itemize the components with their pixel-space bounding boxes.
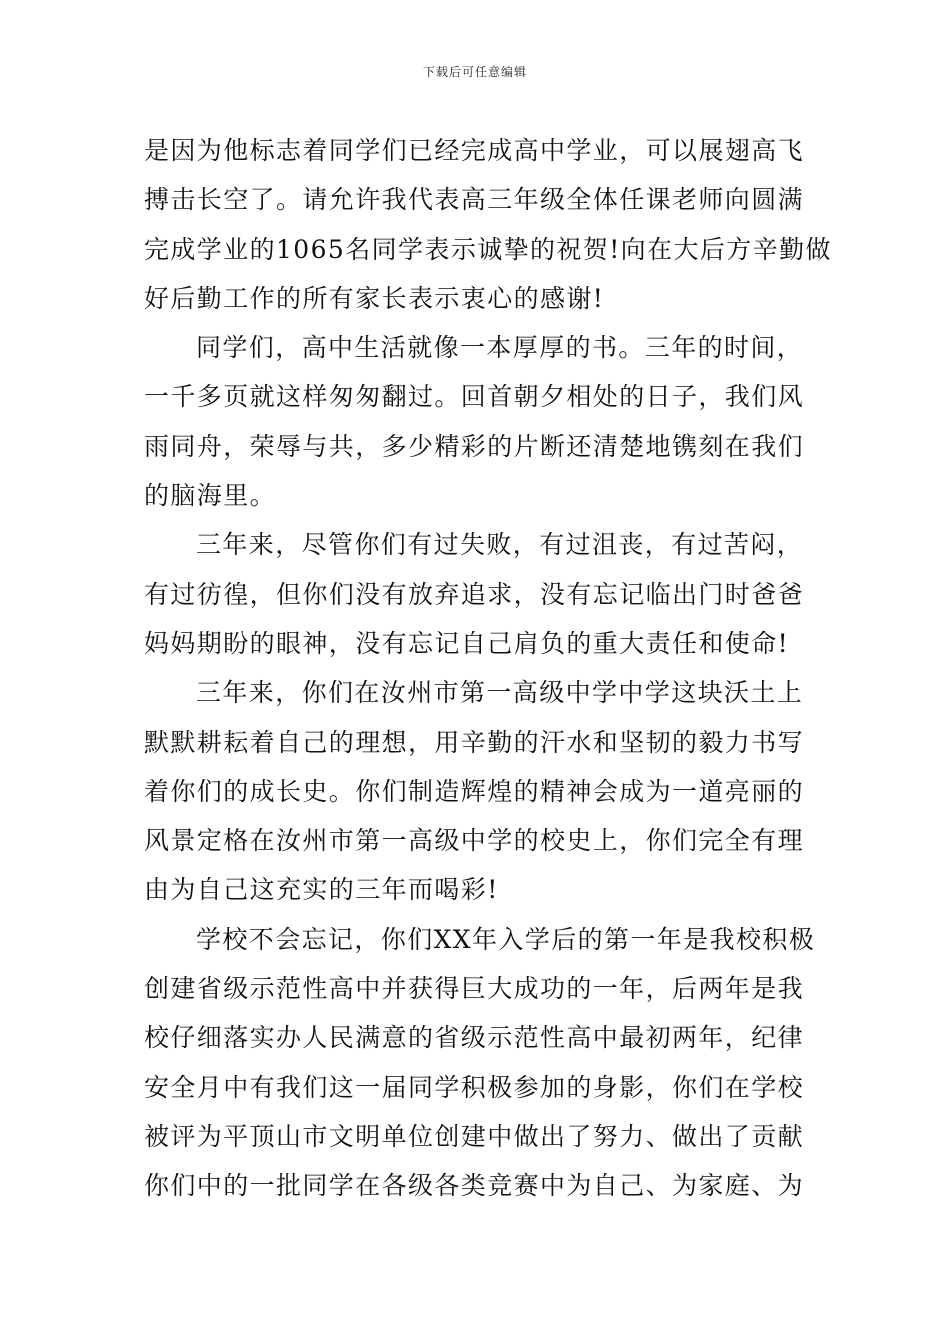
paragraph-5: [144, 915, 814, 1211]
text-line: 默默耕耘着自己的理想，用辛勤的汗水和坚韧的毅力书写: [144, 727, 805, 757]
text-line: 雨同舟，荣辱与共，多少精彩的片断还清楚地镌刻在我们: [144, 431, 805, 461]
text-line: 学校不会忘记，你们XX年入学后的第一年是我校积极: [196, 924, 816, 954]
text-line: 三年来，尽管你们有过失败，有过沮丧，有过苦闷，: [196, 530, 804, 560]
text-line: 一千多页就这样匆匆翻过。回首朝夕相处的日子，我们风: [144, 382, 805, 412]
paragraph-3: [144, 520, 814, 668]
text-line: 好后勤工作的所有家长表示衷心的感谢!: [144, 283, 605, 313]
text-line: 被评为平顶山市文明单位创建中做出了努力、做出了贡献: [144, 1121, 805, 1151]
text-line: 安全月中有我们这一届同学积极参加的身影，你们在学校: [144, 1072, 805, 1102]
paragraph-1: [144, 126, 832, 323]
paragraph-2: [144, 323, 814, 520]
text-line: 你们中的一批同学在各级各类竞赛中为自己、为家庭、为: [144, 1171, 805, 1201]
text-line: 完成学业的1065名同学表示诚挚的祝贺!向在大后方辛勤做: [144, 234, 832, 264]
text-line: 妈妈期盼的眼神，没有忘记自己肩负的重大责任和使命!: [144, 628, 790, 658]
text-line: 有过彷徨，但你们没有放弃追求，没有忘记临出门时爸爸: [144, 579, 805, 609]
document-body: [144, 126, 832, 1211]
text-line: 是因为他标志着同学们已经完成高中学业，可以展翅高飞: [144, 136, 805, 165]
page-header: 下载后可任意编辑: [422, 65, 527, 79]
text-line: 校仔细落实办人民满意的省级示范性高中最初两年，纪律: [144, 1023, 805, 1053]
text-line: 创建省级示范性高中并获得巨大成功的一年，后两年是我: [144, 974, 805, 1004]
text-line: 三年来，你们在汝州市第一高级中学中学这块沃土上: [196, 678, 804, 708]
text-line: 风景定格在汝州市第一高级中学的校史上，你们完全有理: [144, 826, 805, 856]
text-line: 同学们，高中生活就像一本厚厚的书。三年的时间，: [196, 333, 804, 363]
text-line: 由为自己这充实的三年而喝彩!: [144, 875, 499, 905]
text-line: 着你们的成长史。你们制造辉煌的精神会成为一道亮丽的: [144, 776, 805, 806]
text-line: 搏击长空了。请允许我代表高三年级全体任课老师向圆满: [144, 185, 805, 215]
paragraph-4: [144, 668, 814, 914]
text-line: 的脑海里。: [144, 481, 277, 511]
